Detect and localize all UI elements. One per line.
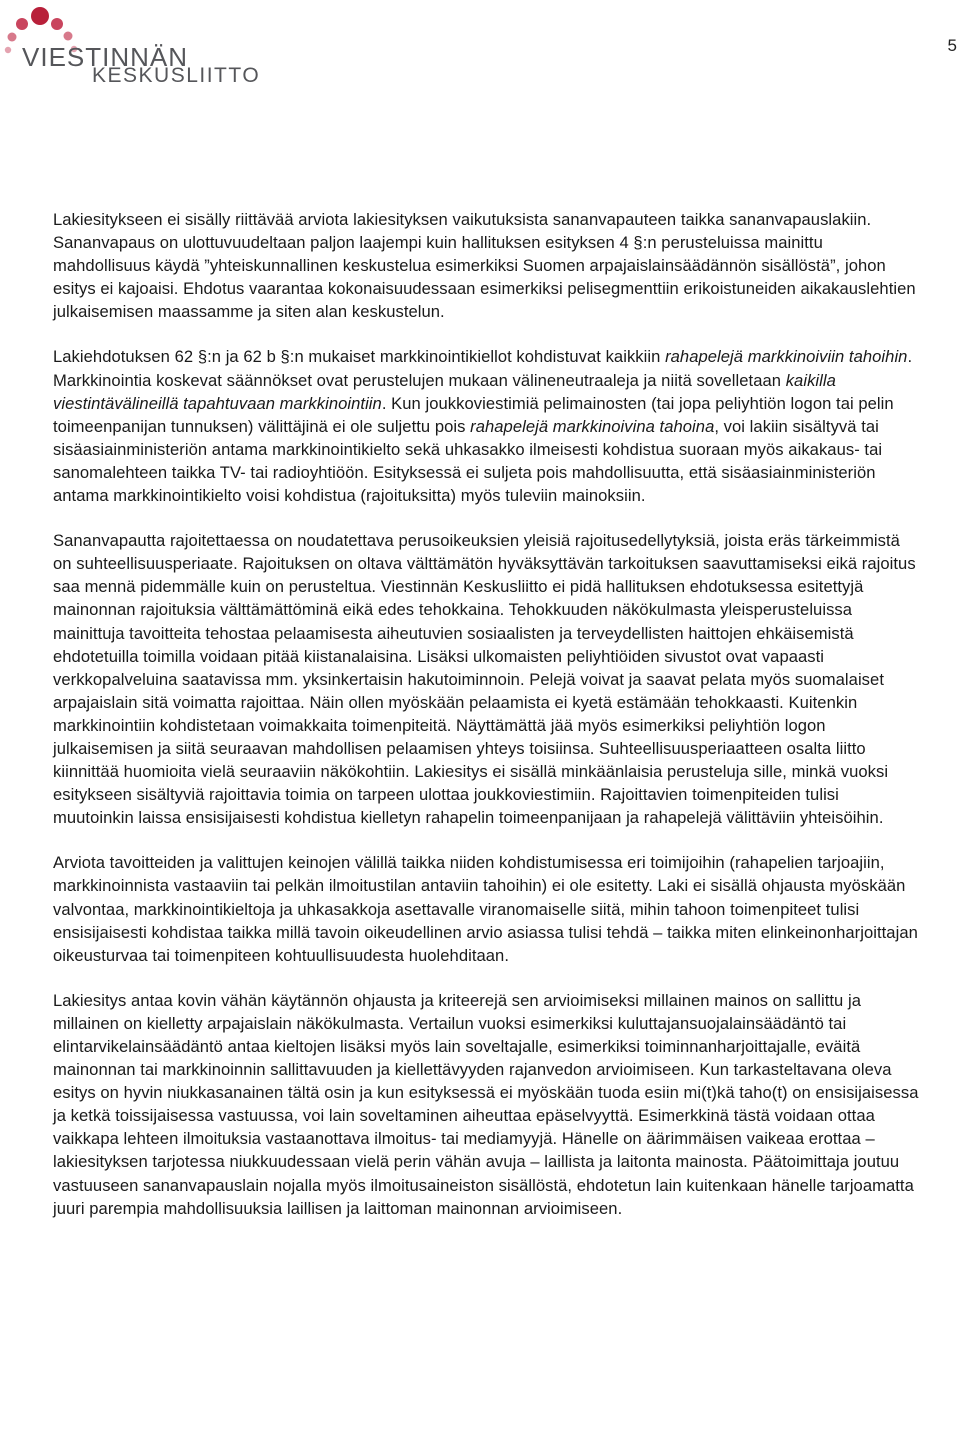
logo-text-line1: VIESTINNÄN xyxy=(22,42,189,72)
body-paragraph xyxy=(53,345,923,507)
body-paragraph xyxy=(53,851,923,966)
body-paragraph xyxy=(53,529,923,829)
logo xyxy=(0,4,270,96)
text-run: Lakiehdotuksen 62 §:n ja 62 b §:n mukaiset markkinointikiellot kohdistuvat kaikkiin xyxy=(53,347,666,367)
body-paragraph xyxy=(53,989,923,1220)
italic-text-run: kaikilla viestintävälineillä tapahtuvaan markkinointiin xyxy=(53,370,836,413)
logo-text-line2: KESKUSLIITTO xyxy=(92,64,261,87)
text-run: Arviota tavoitteiden ja valittujen keinojen välillä taikka niiden kohdistumisessa eri toimijoihin (rahapelien tarjoajiin, markkinoinnista vastaaviin tai pelkän ilmoitustilan antaviin tahoihin) ei ole esitetty. Laki ei sisällä ohjausta myöskään valvontaa, markkinointikieltoja ja uhkasakkoja asettavalle viranomaiselle siitä, mihin tahoon toimenpiteet tulisi ensisijaisesti kohdistaa taikka millä tavoin oikeudellinen arvio asiassa tulisi tehdä – taikka miten elinkeinonharjoittajan oikeusturvaa tai toimenpiteen kohtuullisuudesta huolehditaan. xyxy=(53,853,918,965)
text-run: , voi lakiin sisältyvä tai sisäasiainministeriön antama markkinointikielto sekä uhkasakko ilmeisesti kohdistua suoraan myös aikakaus- tai sanomalehteen taikka TV- tai radioyhtiöön. Esityksessä ei suljeta pois mahdollisuutta, että sisäasiainministeriön antama markkinointikielto voisi kohdistua (rajoituksitta) myös tuleviin mainoksiin. xyxy=(53,416,883,506)
body-paragraph xyxy=(53,208,923,323)
italic-text-run: rahapelejä markkinoiviin tahoihin xyxy=(665,347,908,367)
text-run: Sananvapautta rajoitettaessa on noudatettava perusoikeuksien yleisiä rajoitusedellytyksiä, joista eräs tärkeimmistä on suhteellisuusperiaate. Rajoituksen on oltava välttämätön hyväksyttävän tarkoituksen saavuttamiseksi eikä rajoitus saa mennä pidemmälle kuin on perusteltua. Viestinnän Keskusliitto ei pidä hallituksen ehdotuksessa esitettyjä mainonnan rajoituksia välttämättöminä eikä edes tehokkaina. Tehokkuuden näkökulmasta yleisperusteluissa mainittuja tavoitteita tehostaa pelaamisesta aiheutuvien sosiaalisten ja terveydellisten haittojen ehkäisemistä ehdotetuilla toimilla voidaan pitää kiistanalaisina. Lisäksi ulkomaisten peliyhtiöiden sivustot ovat vapaasti verkkopalveluina saatavissa mm. yksinkertaisin hakutoiminnoin. Pelejä voivat ja saavat pelata myös suomalaiset arpajaislain sitä voimatta rajoittaa. Näin ollen myöskään pelaamista ei kyetä estämään tehokkaasti. Kuitenkin markkinointiin kohdistetaan voimakkaita toimenpiteitä. Näyttämättä jää myös esimerkiksi peliyhtiön logon julkaisemisen ja siitä seuraavan mahdollisen pelaamisen yhteys toisiinsa. Suhteellisuusperiaatteen osalta liitto kiinnittää huomioita vielä seuraaviin näkökohtiin. Lakiesitys ei sisällä minkäänlaisia perusteluja sille, minkä vuoksi esitykseen sisältyviä rajoittavia toimia on tarpeen ulottaa joukkoviestimiin. Rajoittavien toimenpiteiden tulisi muutoinkin laissa ensisijaisesti kohdistua kielletyn rahapelin toimeenpanijaan ja rahapelejä välittäviin yhteisöihin. xyxy=(53,531,916,828)
page-number: 5 xyxy=(947,36,957,55)
italic-text-run: rahapelejä markkinoivina tahoina xyxy=(470,416,715,436)
text-run: Lakiesitys antaa kovin vähän käytännön ohjausta ja kriteerejä sen arvioimiseksi millainen mainos on sallittu ja millainen on kielletty arpajaislain näkökulmasta. Vertailun vuoksi esimerkiksi kuluttajansuojalainsäädäntö tai elintarvikelainsäädäntö antaa kieltojen lisäksi myös lain soveltajalle, esimerkiksi toiminnanharjoittajalle, eväitä mainonnan tai markkinoinnin sallittavuuden ja kiellettävyyden rajanvedon arvioimiseen. Kun tarkasteltavana oleva esitys on hyvin niukkasanainen tältä osin ja kun esityksessä ei myöskään tuoda esiin mi(t)kä taho(t) on ensisijaisessa ja ketkä toissijaisessa vastuussa, voi lain soveltaminen aiheuttaa epäselvyyttä. Esimerkkinä tästä voidaan ottaa vaikkapa lehteen ilmoituksia vastaanottava ilmoitus- tai mediamyyjä. Hänelle on äärimmäisen vaikeaa erottaa – lakiesityksen tarjotessa niukkuudessaan vielä perin vähän avuja – laillista ja laitonta mainosta. Päätoimittaja joutuu vastuuseen sananvapauslain nojalla myös ilmoitusaineiston sisällöstä, ehdotetun lain kuitenkaan hänelle tarjoamatta juuri parempia mahdollisuuksia laillisen ja laittoman mainonnan arvioimiseen. xyxy=(53,990,919,1218)
text-run: Lakiesitykseen ei sisälly riittävää arviota lakiesityksen vaikutuksista sananvapauteen taikka sananvapauslakiin. Sananvapaus on ulottuvuudeltaan paljon laajempi kuin hallituksen esityksen 4 §:n perusteluissa mainittu mahdollisuus käydä ”yhteiskunnallinen keskustelua esimerkiksi Suomen arpajaislainsäädännön sisällöstä”, johon esitys ei kajoaisi. Ehdotus vaarantaa kokonaisuudessaan esimerkiksi pelisegmenttiin erikoistuneiden aikakauslehtien julkaisemisen maassamme ja siten alan keskustelun. xyxy=(53,210,916,322)
text-run: . Markkinointia koskevat säännökset ovat perustelujen mukaan välineneutraaleja ja niitä sovelletaan xyxy=(53,347,913,390)
document-body xyxy=(53,208,923,1242)
text-run: . Kun joukkoviestimiä pelimainosten (tai jopa peliyhtiön logon tai pelin toimeenpanijan tunnuksen) välittäjinä ei ole suljettu pois xyxy=(53,393,894,436)
